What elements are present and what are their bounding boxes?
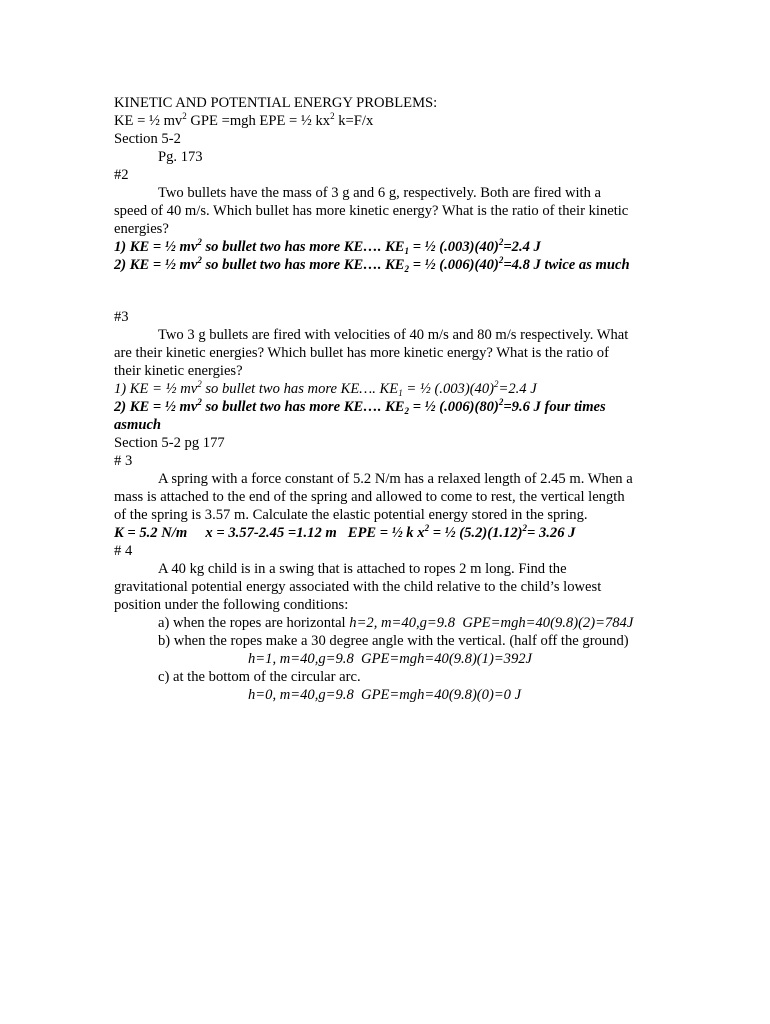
problem-text-line: gravitational potential energy associated with the child relative to the child’s lowest — [114, 579, 602, 595]
problem-text-line: mass is attached to the end of the spring and allowed to come to rest, the vertical length — [114, 489, 625, 505]
problem-text-line: A spring with a force constant of 5.2 N/m has a relaxed length of 2.45 m. When a — [158, 471, 633, 487]
problem-number: #3 — [114, 309, 129, 325]
answer-line: 2) KE = ½ $mv^2$ so bullet two has more KE…. $KE_2$ = ½ $(.006)(80)^2=9.6$ J four times — [114, 397, 606, 416]
sub-answer: h=1, m=40,g=9.8 GPE=mgh=40(9.8)(1)=392J — [248, 651, 533, 667]
sub-answer: h=2, m=40,g=9.8 GPE=mgh=40(9.8)(2)=784J — [349, 615, 634, 631]
problem-text-line: of the spring is 3.57 m. Calculate the elastic potential energy stored in the spring. — [114, 507, 588, 523]
section-heading: Section 5-2 pg 177 — [114, 435, 225, 451]
formula-line: KE = ½ $mv^2$ GPE =mgh EPE = ½ $kx^2$ k=F/x — [114, 111, 374, 129]
answer-line: 1) KE = ½ $mv^2$ so bullet two has more KE…. $KE_1$ = ½ $(.003)(40)^2=2.4$ J — [114, 379, 537, 398]
ke-formula: KE = ½ mv — [114, 113, 183, 129]
sub-question: c) at the bottom of the circular arc. — [158, 669, 361, 685]
problem-number: #2 — [114, 167, 129, 183]
answer-line: 1) KE = ½ $mv^2$ so bullet two has more KE…. $KE_1$ = ½ $(.003)(40)^2=2.4$ J — [114, 237, 541, 256]
answer-line: 2) KE = ½ $mv^2$ so bullet two has more KE…. $KE_2$ = ½ $(.006)(40)^2=4.8$ J twice as much — [114, 255, 630, 274]
problem-number: # 3 — [114, 453, 133, 469]
problem-number: # 4 — [114, 543, 133, 559]
problem-text-line: A 40 kg child is in a swing that is attached to ropes 2 m long. Find the — [158, 561, 567, 577]
sub-question: b) when the ropes make a 30 degree angle with the vertical. (half off the ground) — [158, 633, 629, 649]
sub-answer: h=0, m=40,g=9.8 GPE=mgh=40(9.8)(0)=0 J — [248, 687, 522, 703]
page-reference: Pg. 173 — [158, 149, 203, 165]
problem-text-line: speed of 40 m/s. Which bullet has more kinetic energy? What is the ratio of their kinetic — [114, 203, 629, 219]
problem-text-line: Two 3 g bullets are fired with velocities of 40 m/s and 80 m/s respectively. What — [158, 327, 629, 343]
problem-text-line: their kinetic energies? — [114, 363, 243, 379]
gpe-epe-formula: GPE =mgh EPE = ½ kx — [186, 113, 331, 129]
answer-line: asmuch — [114, 417, 162, 433]
problem-text-line: position under the following conditions: — [114, 597, 349, 613]
problem-text-line: Two bullets have the mass of 3 g and 6 g, respectively. Both are fired with a — [158, 185, 602, 201]
spring-constant-formula: k=F/x — [334, 113, 374, 129]
section-heading: Section 5-2 — [114, 131, 181, 147]
document-title: KINETIC AND POTENTIAL ENERGY PROBLEMS: — [114, 95, 438, 111]
problem-text-line: energies? — [114, 221, 169, 237]
answer-line: K = 5.2 N/m x = 3.57-2.45 =1.12 m EPE = ½ k $x^2$ = ½ $(5.2)(1.12)^2= 3.26$ J — [114, 523, 576, 541]
sub-question: a) when the ropes are horizontal h=2, m=40,g=9.8 GPE=mgh=40(9.8)(2)=784J — [158, 615, 634, 631]
problem-text-line: are their kinetic energies? Which bullet has more kinetic energy? What is the ratio of — [114, 345, 609, 361]
